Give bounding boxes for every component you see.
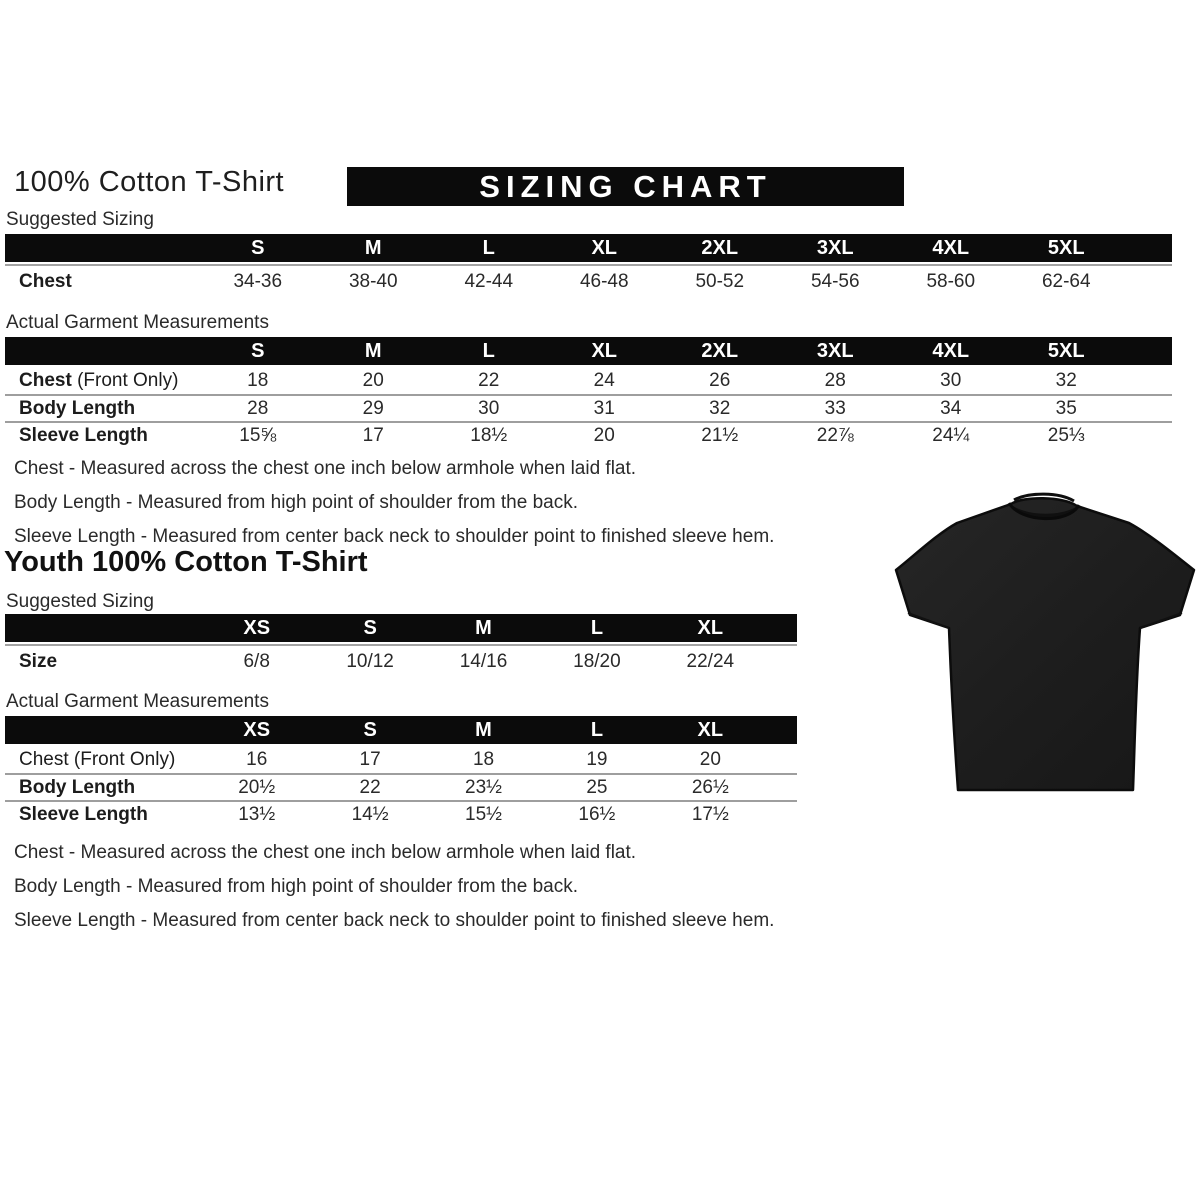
cell-value: 23½ bbox=[465, 776, 502, 798]
cell-value: 22 bbox=[359, 776, 381, 798]
youth-suggested-sizing-label: Suggested Sizing bbox=[6, 591, 154, 612]
column-header: M bbox=[475, 616, 492, 639]
column-header: S bbox=[251, 236, 265, 259]
table-row-body-length bbox=[5, 773, 797, 800]
note-body-length: Body Length - Measured from high point of shoulder from the back. bbox=[14, 876, 578, 897]
note-sleeve-length: Sleeve Length - Measured from center back neck to shoulder point to finished sleeve hem. bbox=[14, 526, 775, 547]
cell-value: 16 bbox=[246, 748, 268, 770]
table-row-chest bbox=[5, 367, 1172, 394]
black-tshirt-image bbox=[893, 477, 1199, 812]
cell-value: 20½ bbox=[238, 776, 276, 798]
cell-value: 17 bbox=[362, 424, 384, 446]
cell-value: 19 bbox=[586, 748, 608, 770]
adult-measurements-table bbox=[5, 337, 1172, 448]
column-header: S bbox=[363, 718, 377, 741]
column-header: M bbox=[364, 339, 382, 362]
cell-value: 24 bbox=[593, 369, 615, 391]
cell-value: 28 bbox=[824, 369, 846, 391]
cell-value: 29 bbox=[362, 397, 384, 419]
column-header: 5XL bbox=[1047, 339, 1085, 362]
column-header: XS bbox=[243, 718, 271, 741]
note-chest: Chest - Measured across the chest one inch below armhole when laid flat. bbox=[14, 842, 637, 863]
cell-value: 15⅝ bbox=[239, 424, 277, 446]
cell-value: 46-48 bbox=[579, 270, 629, 292]
table-row-size bbox=[5, 646, 797, 677]
cell-value: 33 bbox=[824, 397, 846, 419]
cell-value: 18/20 bbox=[573, 650, 621, 672]
youth-suggested-sizing-table bbox=[5, 614, 797, 677]
youth-measurements-header-row bbox=[5, 716, 797, 744]
note-chest: Chest - Measured across the chest one inch below armhole when laid flat. bbox=[14, 458, 637, 479]
column-header: 4XL bbox=[932, 339, 970, 362]
row-label: Chest (Front Only) bbox=[19, 369, 179, 391]
youth-measurements-table bbox=[5, 716, 797, 827]
cell-value: 30 bbox=[478, 397, 500, 419]
column-header: 2XL bbox=[701, 339, 739, 362]
column-header: L bbox=[590, 616, 604, 639]
adult-measurements-label: Actual Garment Measurements bbox=[6, 312, 269, 333]
row-label: Size bbox=[19, 650, 58, 672]
cell-value: 18 bbox=[472, 748, 495, 770]
column-header: M bbox=[475, 718, 492, 741]
row-label: Chest (Front Only) bbox=[19, 748, 176, 770]
cell-value: 25 bbox=[586, 776, 608, 798]
cell-value: 20 bbox=[699, 748, 721, 770]
cell-value: 42-44 bbox=[464, 270, 514, 292]
row-label: Sleeve Length bbox=[19, 803, 148, 825]
youth-section-title: Youth 100% Cotton T-Shirt bbox=[4, 546, 368, 578]
cell-value: 24¼ bbox=[932, 424, 970, 446]
cell-value: 28 bbox=[247, 397, 269, 419]
cell-value: 18½ bbox=[470, 424, 508, 446]
note-sleeve-length: Sleeve Length - Measured from center back neck to shoulder point to finished sleeve hem. bbox=[14, 910, 775, 931]
row-label: Chest bbox=[19, 270, 72, 292]
cell-value: 14/16 bbox=[459, 650, 508, 672]
cell-value: 22 bbox=[478, 369, 500, 391]
cell-value: 50-52 bbox=[695, 270, 745, 292]
column-header: XL bbox=[591, 339, 618, 362]
column-header: XS bbox=[243, 616, 271, 639]
table-row-sleeve-length bbox=[5, 421, 1172, 448]
cell-value: 32 bbox=[709, 397, 731, 419]
cell-value: 25⅓ bbox=[1047, 424, 1085, 446]
row-label: Body Length bbox=[19, 776, 136, 798]
tshirt-icon bbox=[893, 477, 1199, 812]
cell-value: 13½ bbox=[238, 803, 276, 825]
table-row bbox=[5, 266, 1172, 297]
adult-suggested-header-row bbox=[5, 234, 1172, 262]
column-header: XL bbox=[591, 236, 618, 259]
table-row-sleeve-length bbox=[5, 800, 797, 827]
cell-value: 21½ bbox=[701, 424, 739, 446]
sizing-chart-banner: SIZING CHART bbox=[347, 167, 904, 206]
table-row-chest bbox=[5, 746, 797, 773]
cell-value: 34 bbox=[940, 397, 962, 419]
column-header: 2XL bbox=[701, 236, 739, 259]
adult-suggested-sizing-label: Suggested Sizing bbox=[6, 209, 154, 230]
note-body-length: Body Length - Measured from high point of shoulder from the back. bbox=[14, 492, 578, 513]
adult-measurement-notes bbox=[14, 458, 774, 560]
column-header: 5XL bbox=[1047, 236, 1085, 259]
cell-value: 62-64 bbox=[1041, 270, 1091, 292]
page-title: 100% Cotton T-Shirt bbox=[14, 166, 285, 198]
cell-value: 32 bbox=[1055, 369, 1077, 391]
row-label: Body Length bbox=[19, 397, 136, 419]
column-header: 4XL bbox=[932, 236, 970, 259]
table-row-body-length bbox=[5, 394, 1172, 421]
column-header: 3XL bbox=[816, 236, 854, 259]
column-header: M bbox=[364, 236, 382, 259]
column-header: XL bbox=[697, 616, 724, 639]
cell-value: 10/12 bbox=[346, 650, 394, 672]
youth-suggested-header-row bbox=[5, 614, 797, 642]
column-header: L bbox=[482, 339, 495, 362]
cell-value: 34-36 bbox=[233, 270, 283, 292]
cell-value: 20 bbox=[362, 369, 384, 391]
cell-value: 54-56 bbox=[810, 270, 860, 292]
cell-value: 15½ bbox=[465, 803, 502, 825]
cell-value: 26 bbox=[709, 369, 731, 391]
column-header: S bbox=[363, 616, 377, 639]
cell-value: 16½ bbox=[578, 803, 616, 825]
cell-value: 35 bbox=[1055, 397, 1077, 419]
cell-value: 17 bbox=[359, 748, 381, 770]
cell-value: 6/8 bbox=[243, 650, 270, 672]
column-header: 3XL bbox=[816, 339, 854, 362]
cell-value: 17½ bbox=[691, 803, 729, 825]
youth-measurement-notes bbox=[14, 842, 774, 944]
cell-value: 38-40 bbox=[348, 270, 398, 292]
cell-value: 22/24 bbox=[686, 650, 735, 672]
adult-measurements-header-row bbox=[5, 337, 1172, 365]
cell-value: 20 bbox=[593, 424, 615, 446]
youth-measurements-label: Actual Garment Measurements bbox=[6, 691, 269, 712]
column-header: L bbox=[590, 718, 604, 741]
cell-value: 30 bbox=[940, 369, 962, 391]
cell-value: 26½ bbox=[691, 776, 729, 798]
cell-value: 18 bbox=[247, 369, 269, 391]
cell-value: 31 bbox=[593, 397, 615, 419]
adult-suggested-sizing-table bbox=[5, 234, 1172, 297]
row-label: Sleeve Length bbox=[19, 424, 148, 446]
cell-value: 14½ bbox=[351, 803, 389, 825]
cell-value: 58-60 bbox=[926, 270, 976, 292]
column-header: L bbox=[482, 236, 495, 259]
column-header: XL bbox=[697, 718, 724, 741]
cell-value: 22⅞ bbox=[816, 424, 854, 446]
column-header: S bbox=[251, 339, 265, 362]
